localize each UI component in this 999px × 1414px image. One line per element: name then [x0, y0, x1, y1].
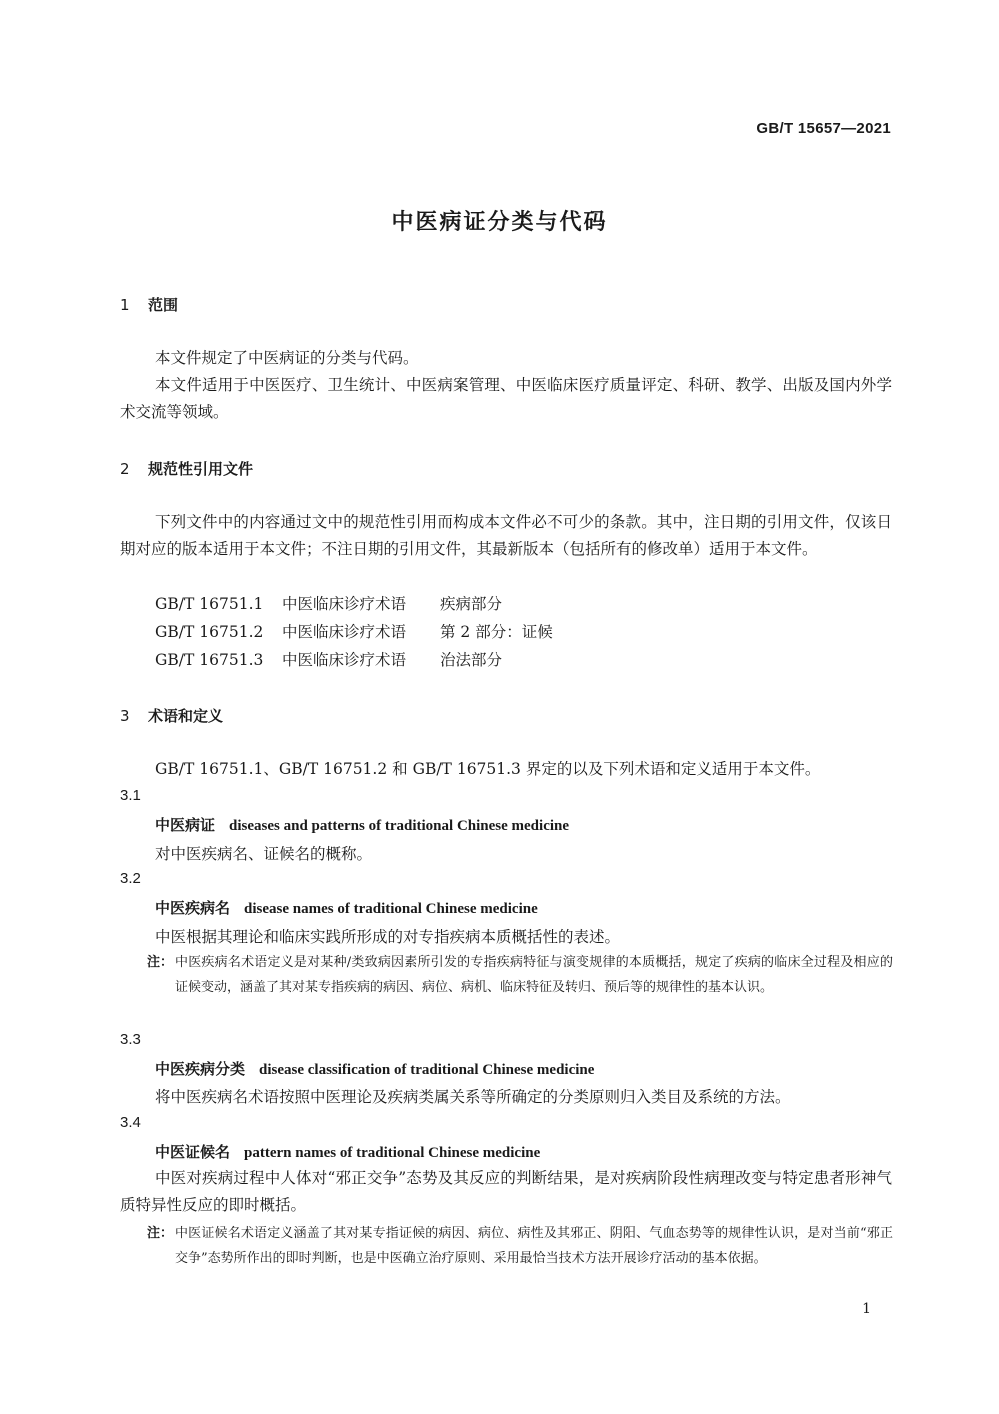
section-3-intro: GB/T 16751.1、GB/T 16751.2 和 GB/T 16751.3 界定的以及下列术语和定义适用于本文件。 — [155, 760, 821, 778]
normative-reference — [155, 620, 553, 642]
reference-code: GB/T 16751.2 — [155, 623, 264, 641]
term-definition: 对中医疾病名、证候名的概称。 — [155, 845, 373, 863]
term-definition: 中医根据其理论和临床实践所形成的对专指疾病本质概括性的表述。 — [155, 928, 621, 946]
reference-part: 第 2 部分：证候 — [440, 623, 553, 641]
term-zh: 中医病证 — [155, 816, 216, 834]
term-zh: 中医疾病分类 — [155, 1060, 246, 1078]
section-1-paragraph-1: 本文件规定了中医病证的分类与代码。 — [155, 349, 419, 367]
reference-code: GB/T 16751.3 — [155, 651, 264, 669]
term-heading — [155, 1058, 594, 1079]
clause-number: 3.1 — [120, 787, 141, 804]
term-en: disease names of traditional Chinese medicine — [244, 901, 538, 917]
reference-code: GB/T 16751.1 — [155, 595, 264, 613]
reference-title: 中医临床诊疗术语 — [282, 595, 407, 613]
clause-number: 3.4 — [120, 1114, 141, 1131]
normative-reference — [155, 592, 502, 614]
clause-number: 3.2 — [120, 870, 141, 887]
section-2-heading — [120, 458, 253, 479]
term-definition: 将中医疾病名术语按照中医理论及疾病类属关系等所确定的分类原则归入类目及系统的方法。 — [155, 1088, 791, 1106]
reference-title: 中医临床诊疗术语 — [282, 651, 407, 669]
section-title: 规范性引用文件 — [148, 460, 254, 478]
term-note — [147, 951, 893, 1000]
reference-part: 疾病部分 — [440, 595, 503, 613]
section-2-paragraph: 下列文件中的内容通过文中的规范性引用而构成本文件必不可少的条款。其中，注日期的引用文件，仅该日期对应的版本适用于本文件；不注日期的引用文件，其最新版本（包括所有的修改单）适用于本文件。 — [120, 513, 892, 558]
section-title: 术语和定义 — [148, 707, 224, 725]
note-text: 中医证候名术语定义涵盖了其对某专指证候的病因、病位、病性及其邪正、阴阳、气血态势等的规律性认识，是对当前“邪正交争”态势所作出的即时判断，也是中医确立治疗原则、采用最恰当技术方法开展诊疗活动的基本依据。 — [175, 1226, 893, 1266]
note-label: 注： — [147, 955, 174, 970]
term-heading — [155, 897, 538, 918]
term-zh: 中医证候名 — [155, 1143, 231, 1161]
reference-part: 治法部分 — [440, 651, 503, 669]
section-title: 范围 — [148, 296, 179, 314]
term-note — [147, 1222, 893, 1271]
term-heading — [155, 1141, 540, 1162]
term-en: disease classification of traditional Chinese medicine — [259, 1062, 595, 1078]
note-text: 中医疾病名术语定义是对某种/类致病因素所引发的专指疾病特征与演变规律的本质概括，规定了疾病的临床全过程及相应的证候变动，涵盖了其对某专指疾病的病因、病位、病机、临床特征及转归、预后等的规律性的基本认识。 — [175, 955, 893, 995]
section-1-heading — [120, 294, 178, 315]
section-1-paragraph-2: 本文件适用于中医医疗、卫生统计、中医病案管理、中医临床医疗质量评定、科研、教学、出版及国内外学术交流等领域。 — [120, 376, 892, 421]
clause-number: 3.3 — [120, 1031, 141, 1048]
term-en: diseases and patterns of traditional Chinese medicine — [229, 818, 570, 834]
term-zh: 中医疾病名 — [155, 899, 231, 917]
page-number: 1 — [862, 1301, 871, 1317]
section-number: 2 — [120, 460, 130, 478]
term-heading — [155, 814, 569, 835]
section-3-heading — [120, 705, 223, 726]
term-definition: 中医对疾病过程中人体对“邪正交争”态势及其反应的判断结果，是对疾病阶段性病理改变与特定患者形神气质特异性反应的即时概括。 — [120, 1169, 892, 1214]
normative-reference — [155, 648, 502, 670]
term-en: pattern names of traditional Chinese medicine — [244, 1145, 541, 1161]
section-number: 3 — [120, 707, 130, 725]
note-label: 注： — [147, 1226, 174, 1241]
section-number: 1 — [120, 296, 130, 314]
standard-number: GB/T 15657—2021 — [756, 120, 891, 137]
document-title: 中医病证分类与代码 — [391, 210, 608, 235]
reference-title: 中医临床诊疗术语 — [282, 623, 407, 641]
